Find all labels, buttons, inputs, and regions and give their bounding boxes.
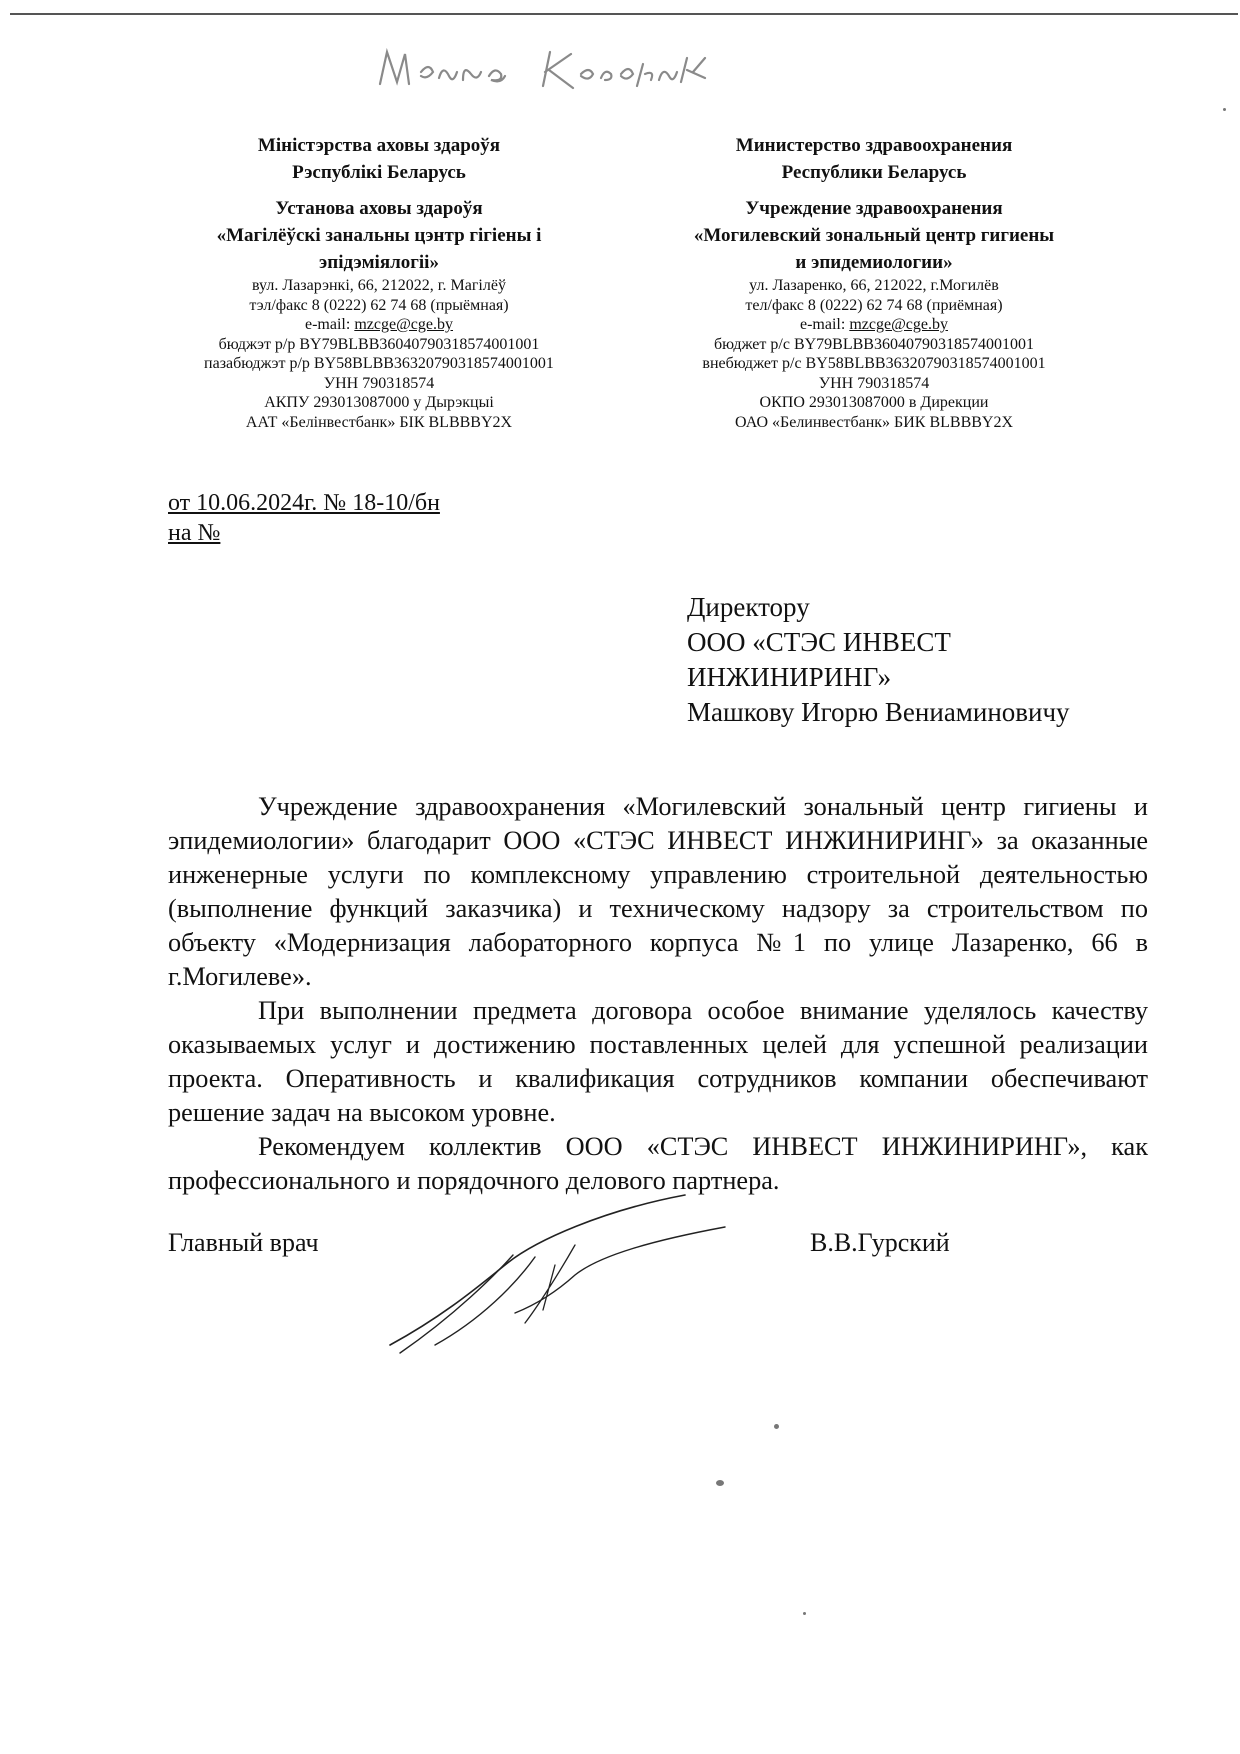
ministry-line1: Министерство здравоохранения: [735, 135, 1013, 156]
email-line: [614, 315, 1134, 335]
scan-speck: [1223, 108, 1226, 111]
letter-body: [168, 790, 1148, 1198]
org-line1: Установа аховы здароўя: [275, 198, 483, 219]
signer-name: В.В.Гурский: [810, 1228, 950, 1257]
email-label: e-mail:: [800, 316, 850, 333]
scan-speck: [774, 1424, 779, 1429]
phone: тэл/факс 8 (0222) 62 74 68 (прыёмная): [249, 296, 509, 314]
ministry-line1: Міністэрства аховы здароўя: [257, 135, 501, 156]
header-russian: [614, 132, 1134, 432]
date-number: от 10.06.2024г. № 18-10/бн: [168, 490, 440, 516]
body-paragraph-3: Рекомендуем коллектив ООО «СТЭС ИНВЕСТ ИНЖИНИРИНГ», как профессионального и порядочного делового партнера.: [168, 1132, 1148, 1195]
org-line2: «Могилевский зональный центр гигиены: [693, 225, 1055, 246]
phone: тел/факс 8 (0222) 62 74 68 (приёмная): [745, 296, 1003, 314]
address: ул. Лазаренко, 66, 212022, г.Могилёв: [749, 277, 999, 294]
scan-speck: [716, 1480, 724, 1486]
org-line3: эпідэміялогіі»: [319, 252, 439, 273]
body-paragraph-1: Учреждение здравоохранения «Могилевский зональный центр гигиены и эпидемиологии» благодарит ООО «СТЭС ИНВЕСТ ИНЖИНИРИНГ» за оказанные инженерные услуги по комплексному управлению строительной деятельностью (выполнение функций заказчика) и техническому надзору за строительством по объекту «Модернизация лабораторного корпуса №1 по улице Лазаренко, 66 в г.Могилеве».: [168, 792, 1148, 991]
document-reference: [168, 488, 440, 548]
signer-position: Главный врач: [168, 1228, 319, 1257]
handwritten-signature: [385, 1185, 765, 1355]
budget-account: бюджет р/с BY79BLBB36040790318574001001: [714, 335, 1034, 353]
addressee-line2: ООО «СТЭС ИНВЕСТ: [687, 627, 951, 657]
org-line1: Учреждение здравоохранения: [745, 198, 1003, 219]
addressee-block: [687, 590, 1070, 730]
handwritten-note: [375, 44, 795, 104]
unn: УНН 790318574: [323, 374, 435, 392]
ministry-line2: Республики Беларусь: [781, 162, 967, 183]
email-label: e-mail:: [305, 316, 355, 333]
header-belarusian: [119, 132, 639, 432]
extrabudget-account: пазабюджэт р/р BY58BLBB36320790318574001001: [204, 355, 554, 372]
email-link[interactable]: mzcge@cge.by: [354, 316, 453, 333]
bank: ААТ «Белінвестбанк» БІК BLBBBY2X: [245, 413, 513, 431]
okpo: ОКПО 293013087000 в Дирекции: [759, 394, 989, 411]
akpu: АКПУ 293013087000 у Дырэкцыі: [264, 394, 494, 411]
address: вул. Лазарэнкі, 66, 212022, г. Магілёў: [252, 277, 506, 294]
bank: ОАО «Белинвестбанк» БИК BLBBBY2X: [734, 413, 1014, 431]
ministry-line2: Рэспублікі Беларусь: [292, 162, 466, 183]
scan-speck: [803, 1612, 806, 1615]
email-line: [119, 315, 639, 335]
email-link[interactable]: mzcge@cge.by: [849, 316, 948, 333]
budget-account: бюджэт р/р BY79BLBB36040790318574001001: [218, 335, 540, 353]
body-paragraph-2: При выполнении предмета договора особое внимание уделялось качеству оказываемых услуг и достижению поставленных целей для успешной реализации проекта. Оперативность и квалификация сотрудников компании обеспечивают решение задач на высоком уровне.: [168, 996, 1148, 1127]
org-line2: «Магілёўскі занальны цэнтр гігіены і: [216, 225, 542, 246]
addressee-line4: Машкову Игорю Вениаминовичу: [687, 697, 1070, 727]
top-scan-border: [10, 13, 1238, 15]
addressee-line3: ИНЖИНИРИНГ»: [687, 662, 892, 692]
extrabudget-account: внебюджет р/с BY58BLBB36320790318574001001: [702, 355, 1046, 372]
org-line3: и эпидемиологии»: [795, 252, 953, 273]
addressee-line1: Директору: [687, 592, 810, 622]
unn: УНН 790318574: [818, 374, 930, 392]
reply-to: на №: [168, 520, 221, 546]
